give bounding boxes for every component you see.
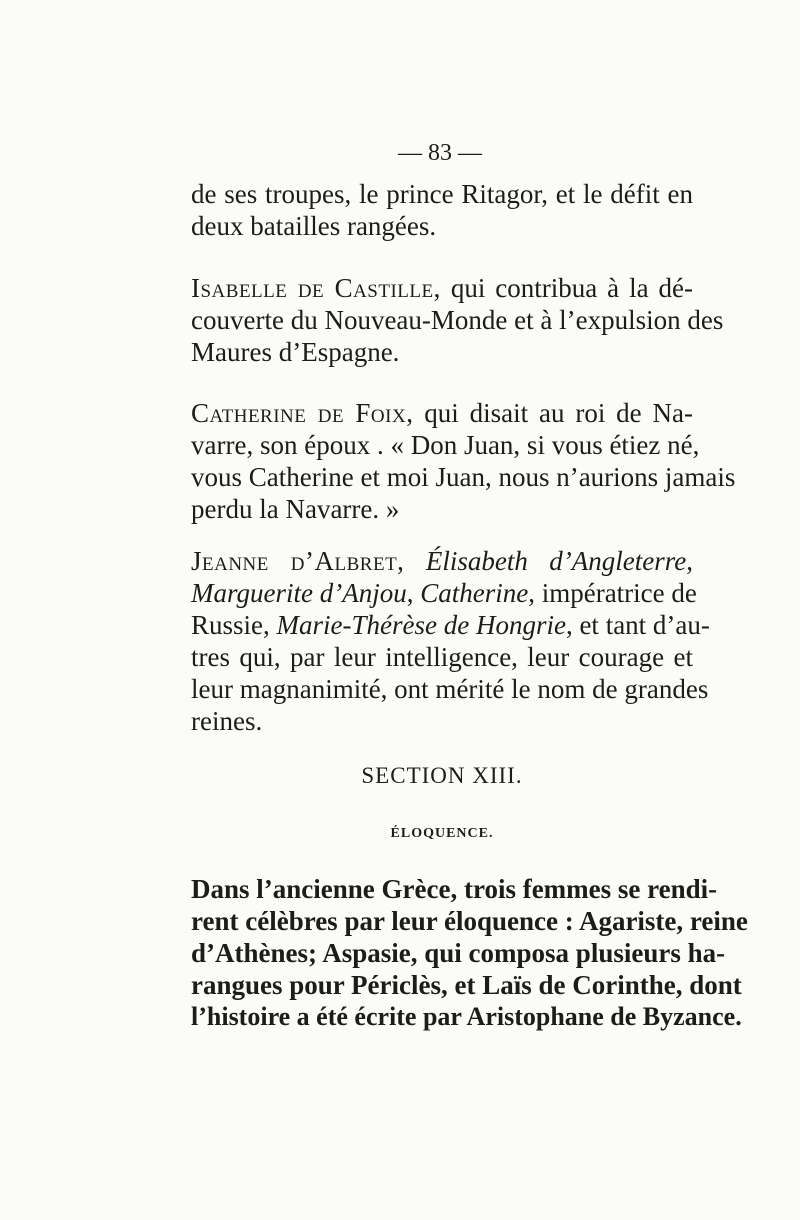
para2-line1 (191, 272, 693, 304)
section-subheading: ÉLOQUENCE. (390, 826, 494, 841)
text-run: , (686, 546, 693, 576)
para4-line1 (191, 545, 693, 577)
para4-line2 (191, 577, 697, 609)
text-run: , (406, 578, 421, 608)
text-run: , et tant d’au- (565, 610, 710, 640)
section-heading: SECTION XIII. (361, 763, 523, 788)
page-number: — 83 — (398, 140, 482, 166)
para3-line4: perdu la Navarre. » (191, 494, 400, 524)
para4-line3 (191, 609, 710, 641)
para5-line3: d’Athènes; Aspasie, qui composa plusieurs ha- (191, 938, 726, 968)
para3-line1 (191, 397, 693, 429)
person-name: Catherine de Foix, (191, 398, 414, 428)
text-run: qui disait au roi de Na- (413, 398, 693, 428)
para4-line6: reines. (191, 706, 263, 736)
person-name: Isabelle de Castille, (191, 273, 441, 303)
text-run: Russie, (191, 610, 277, 640)
para5-line5: l’histoire a été écrite par Aristophane de Byzance. (191, 1002, 742, 1031)
para4-line5: leur magnanimité, ont mérité le nom de grandes (191, 674, 709, 704)
person-name: Jeanne d’Albret, (191, 546, 405, 576)
text-run: , impératrice de (528, 578, 697, 608)
text-run: qui contribua à la dé- (440, 273, 693, 303)
person-name-italic: Élisabeth d’Angleterre (425, 546, 687, 576)
person-name-italic: Catherine (420, 578, 529, 608)
para1-line1: de ses troupes, le prince Ritagor, et le défit en (191, 179, 693, 209)
para5-line2: rent célèbres par leur éloquence : Agariste, reine (191, 906, 748, 936)
para2-line3: Maures d’Espagne. (191, 337, 400, 367)
person-name-italic: Marie-Thérèse de Hongrie (276, 610, 566, 640)
para5-line4: rangues pour Périclès, et Laïs de Corinthe, dont (191, 970, 742, 1000)
person-name-italic: Marguerite d’Anjou (191, 578, 407, 608)
para3-line3: vous Catherine et moi Juan, nous n’aurions jamais (191, 462, 736, 492)
para4-line4: tres qui, par leur intelligence, leur courage et (191, 642, 693, 672)
para2-line2: couverte du Nouveau-Monde et à l’expulsion des (191, 305, 724, 335)
para5-line1: Dans l’ancienne Grèce, trois femmes se rendi- (191, 874, 718, 904)
para1-line2: deux batailles rangées. (191, 211, 437, 241)
para3-line2: varre, son époux . « Don Juan, si vous étiez né, (191, 430, 700, 460)
